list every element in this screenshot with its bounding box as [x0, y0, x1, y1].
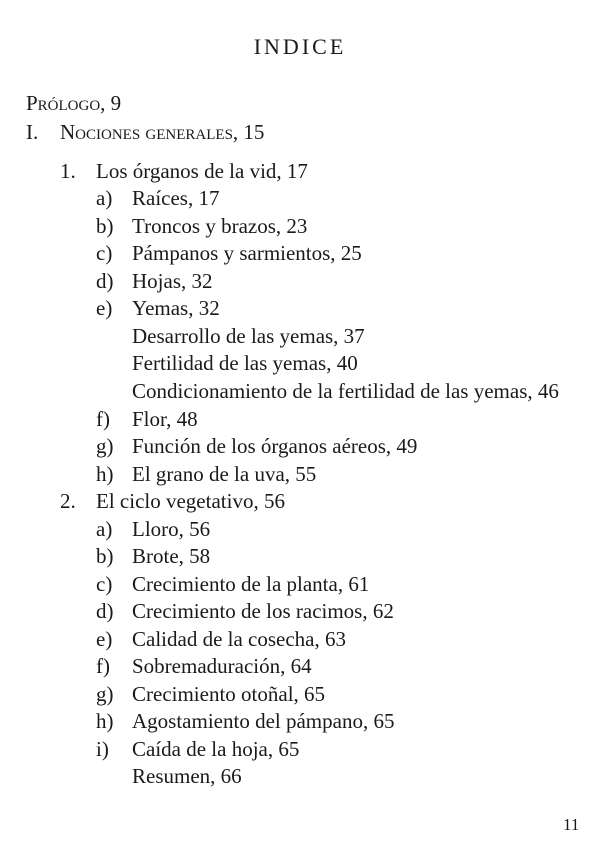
toc-entry-text: Resumen, 66 — [132, 764, 242, 788]
toc-entry-text: Fertilidad de las yemas, 40 — [132, 351, 358, 375]
toc-entry-text: Sobremaduración, 64 — [132, 654, 312, 678]
toc-entry-marker: b) — [96, 544, 114, 568]
toc-entry-marker: 1. — [60, 159, 76, 183]
toc-entry-text: Condicionamiento de la fertilidad de las yemas, 46 — [132, 379, 559, 403]
toc-entry — [96, 653, 312, 679]
toc-entry-marker: d) — [96, 269, 114, 293]
toc-entry-marker: g) — [96, 434, 114, 458]
toc-entry-marker: a) — [96, 186, 113, 210]
toc-entry-marker: i) — [96, 737, 109, 761]
toc-entry-text: El ciclo vegetativo, 56 — [96, 489, 285, 513]
toc-entry-text: Agostamiento del pámpano, 65 — [132, 709, 395, 733]
toc-entry — [96, 185, 219, 211]
toc-entry-text: El grano de la uva, 55 — [132, 462, 317, 486]
toc-entry-marker: f) — [96, 654, 110, 678]
toc-entry-text: Prólogo, 9 — [26, 91, 122, 115]
toc-entry — [96, 461, 316, 487]
toc-entry-marker: g) — [96, 682, 114, 706]
toc-entry-marker: a) — [96, 517, 113, 541]
toc-entry-text: Raíces, 17 — [132, 186, 220, 210]
toc-entry-text: Los órganos de la vid, 17 — [96, 159, 308, 183]
page-number: 11 — [563, 815, 580, 834]
toc-entry-text: Pámpanos y sarmientos, 25 — [132, 241, 362, 265]
toc-entry — [96, 626, 346, 652]
toc-entry — [96, 516, 210, 542]
page-title: INDICE — [253, 34, 347, 59]
toc-entry-chapter-1 — [60, 158, 308, 184]
toc-entry — [96, 736, 299, 762]
toc-entry-text: Crecimiento de los racimos, 62 — [132, 599, 394, 623]
toc-entry-text: Brote, 58 — [132, 544, 211, 568]
toc-entry-text: Crecimiento de la planta, 61 — [132, 572, 370, 596]
toc-entry — [96, 681, 325, 707]
toc-entry-text: Lloro, 56 — [132, 517, 211, 541]
toc-entry-marker: h) — [96, 462, 114, 486]
toc-entry — [96, 433, 417, 459]
toc-entry-marker: h) — [96, 709, 114, 733]
toc-entry-marker: c) — [96, 572, 113, 596]
toc-entry — [96, 240, 362, 266]
toc-entry-marker: I. — [26, 120, 39, 144]
toc-entry-text: Flor, 48 — [132, 407, 198, 431]
toc-entry-text: Yemas, 32 — [132, 296, 220, 320]
toc-entry-marker: f) — [96, 407, 110, 431]
toc-entry — [96, 708, 394, 734]
toc-entry-text: Hojas, 32 — [132, 269, 213, 293]
toc-entry-text: Desarrollo de las yemas, 37 — [132, 324, 365, 348]
toc-entry-text: Troncos y brazos, 23 — [132, 214, 308, 238]
toc-entry — [96, 213, 307, 239]
toc-entry-prologo — [26, 90, 121, 116]
toc-subentry — [132, 323, 365, 349]
toc-entry-marker: 2. — [60, 489, 76, 513]
toc-entry-part-i — [26, 119, 264, 145]
toc-entry-chapter-2 — [60, 488, 285, 514]
toc-entry-text: Calidad de la cosecha, 63 — [132, 627, 346, 651]
toc-entry — [96, 571, 369, 597]
toc-entry-marker: d) — [96, 599, 114, 623]
toc-entry-text: Nociones generales, 15 — [60, 120, 265, 144]
toc-entry-marker: e) — [96, 296, 113, 320]
toc-entry-marker: c) — [96, 241, 113, 265]
toc-entry — [96, 406, 198, 432]
toc-entry-text: Crecimiento otoñal, 65 — [132, 682, 326, 706]
toc-entry — [96, 268, 213, 294]
toc-entry — [96, 543, 210, 569]
toc-entry-marker: e) — [96, 627, 113, 651]
toc-entry-text: Caída de la hoja, 65 — [132, 737, 300, 761]
toc-entry-text: Función de los órganos aéreos, 49 — [132, 434, 418, 458]
toc-entry-marker: b) — [96, 214, 114, 238]
toc-entry — [96, 295, 220, 321]
toc-entry — [96, 598, 394, 624]
toc-subentry — [132, 378, 559, 404]
toc-subentry — [132, 763, 242, 789]
toc-subentry — [132, 350, 358, 376]
